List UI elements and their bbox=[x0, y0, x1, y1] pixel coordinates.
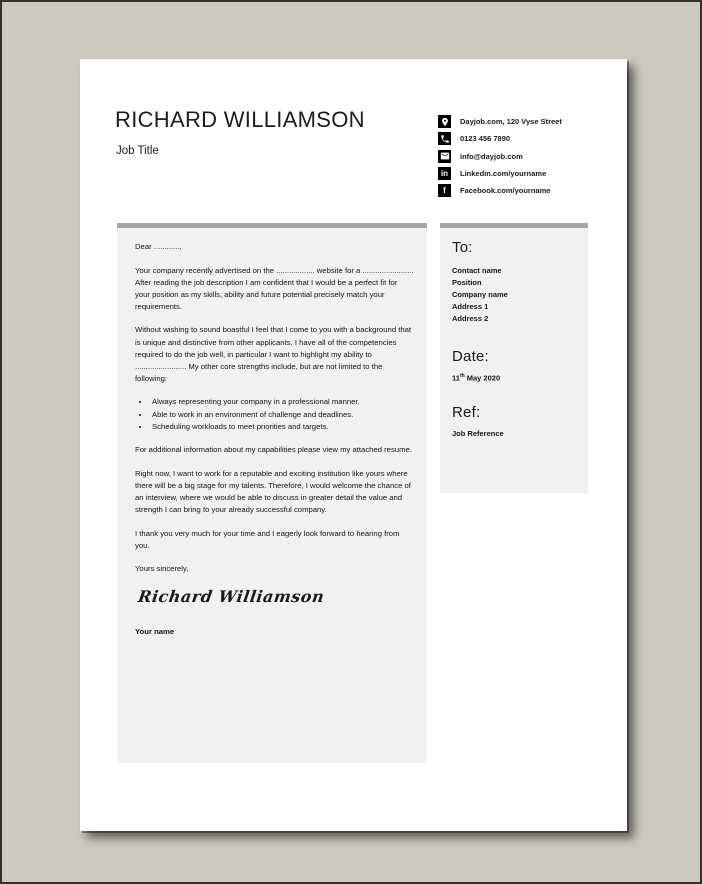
location-pin-icon bbox=[438, 115, 451, 128]
date-ordinal-suffix: th bbox=[459, 373, 465, 379]
contact-row-phone bbox=[438, 130, 598, 147]
to-position: Position bbox=[452, 278, 482, 287]
date-rest: May 2020 bbox=[464, 373, 501, 383]
contact-row-facebook bbox=[438, 182, 598, 199]
to-address-2: Address 2 bbox=[452, 314, 489, 323]
facebook-icon: f bbox=[438, 184, 451, 197]
linkedin-icon: in bbox=[438, 167, 451, 180]
date-value bbox=[452, 373, 580, 383]
signoff-name: Your name bbox=[135, 627, 175, 637]
salutation: Dear ............, bbox=[135, 242, 182, 251]
bullet-item-2: • Able to work in an environment of challenge and deadlines. bbox=[150, 409, 414, 421]
phone-icon bbox=[438, 132, 451, 145]
paragraph-5: I thank you very much for your time and I eagerly look forward to hearing from you. bbox=[135, 528, 400, 550]
sidebar bbox=[440, 223, 588, 493]
to-contact-name: Contact name bbox=[452, 266, 502, 275]
contact-phone-label: 0123 456 7890 bbox=[460, 134, 511, 144]
paragraph-3: For additional information about my capabilities please view my attached resume. bbox=[135, 445, 412, 455]
bullet-item-1: • Always representing your company in a professional manner. bbox=[150, 396, 414, 408]
ref-heading: Ref: bbox=[452, 403, 481, 421]
paragraph-2: Without wishing to sound boastful I feel that I come to you with a background that is unique and distinctive from other applicants. I have all of the competencies required to do the job well, in particular I want to highlight my ability to ........................ My other core strengths include, but are not limited to the following: bbox=[135, 325, 412, 383]
contact-row-address bbox=[438, 113, 598, 130]
contact-linkedin-label: Linkedin.com/yourname bbox=[460, 169, 547, 179]
ref-value: Job Reference bbox=[452, 428, 504, 438]
paragraph-4: Right now, I want to work for a reputable and exciting institution like yours where there will be a big stage for my talents. Therefore, I would welcome the chance of an interview, where we would be able to discuss in greater detail the value and strength I can bring to your already successful company. bbox=[135, 468, 411, 515]
signature: Richard Williamson bbox=[137, 587, 326, 607]
to-lines bbox=[452, 265, 580, 325]
closing-line: Yours sincerely, bbox=[135, 564, 189, 574]
bullet-list bbox=[150, 396, 414, 432]
contact-linkedin-label-0: info@dayjob.com bbox=[460, 151, 523, 161]
page-title: RICHARD WILLIAMSON bbox=[115, 107, 365, 132]
contact-address-label: Dayjob.com, 120 Vyse Street bbox=[460, 117, 562, 127]
bullet-item-3: • Scheduling workloads to meet priorities and targets. bbox=[150, 421, 414, 433]
letter-body bbox=[117, 223, 427, 763]
paragraph-1: Your company recently advertised on the .................. website for a ........................ After reading the job description I am confident that I would be a perfect fit for your position as my skills, ability and future potential precisely match your requirements. bbox=[135, 265, 414, 311]
to-heading: To: bbox=[452, 239, 473, 256]
to-address-1: Address 1 bbox=[452, 302, 489, 311]
job-title: Job Title bbox=[116, 145, 159, 157]
date-heading: Date: bbox=[452, 348, 489, 365]
contact-row-linkedin bbox=[438, 165, 598, 182]
letter-page bbox=[80, 59, 627, 831]
contact-facebook-label: Facebook.com/yourname bbox=[460, 186, 551, 196]
to-company-name: Company name bbox=[452, 290, 508, 299]
date-day: 11 bbox=[452, 373, 460, 383]
email-icon bbox=[438, 150, 451, 163]
contact-block bbox=[438, 113, 598, 199]
contact-row-email bbox=[438, 148, 598, 165]
